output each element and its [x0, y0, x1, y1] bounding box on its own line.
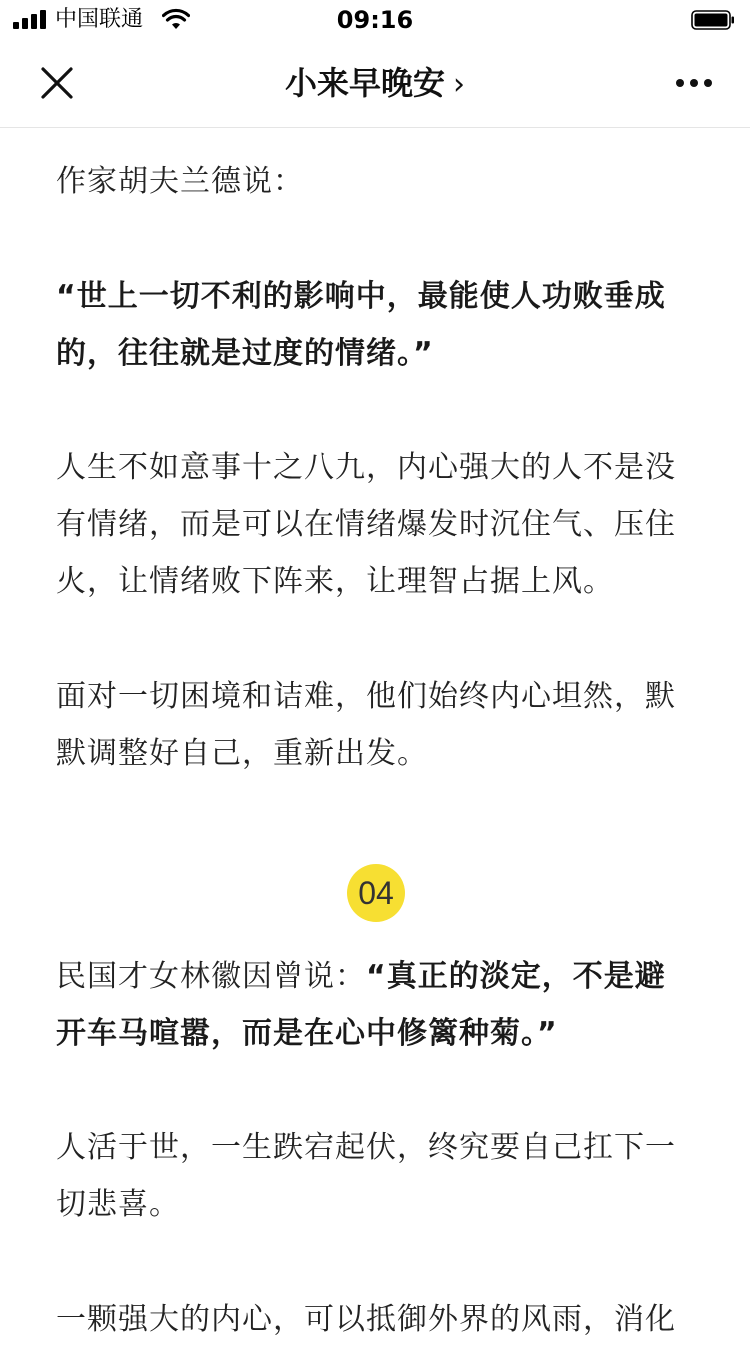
chevron-right-icon: ›	[453, 67, 465, 102]
close-icon[interactable]	[34, 60, 80, 106]
section-number-wrap	[56, 864, 696, 922]
article-paragraph: 人生不如意事十之八九，内心强大的人不是没有情绪，而是可以在情绪爆发时沉住气、压住火，让情绪败下阵来，让理智占据上风。	[56, 450, 676, 599]
battery-icon	[691, 10, 735, 30]
status-time: 09:16	[336, 6, 414, 34]
section-number-badge: 04	[347, 864, 405, 922]
article-body	[56, 128, 696, 1348]
article-paragraph: 一颗强大的内心，可以抵御外界的风雨，消化	[56, 1302, 676, 1337]
nav-title[interactable]	[200, 62, 550, 106]
status-bar	[0, 0, 750, 40]
carrier-name: 中国联通	[55, 7, 144, 32]
more-icon[interactable]	[666, 70, 722, 96]
article-paragraph	[56, 948, 696, 1062]
nav-bar	[0, 40, 750, 128]
article-quote: “世上一切不利的影响中，最能使人功败垂成的，往往就是过度的情绪。”	[56, 279, 666, 371]
article-paragraph: 面对一切困境和诘难，他们始终内心坦然，默默调整好自己，重新出发。	[56, 679, 676, 771]
nav-title-text: 小来早晚安	[284, 64, 445, 102]
paragraph-lead: 民国才女林徽因曾说：	[56, 959, 366, 994]
article-paragraph: 作家胡夫兰德说：	[56, 164, 304, 199]
article-paragraph: 人活于世，一生跌宕起伏，终究要自己扛下一切悲喜。	[56, 1130, 676, 1222]
article-quote: “真正的淡定，不是避开车马喧嚣，而是在心中修篱种菊。”	[56, 959, 666, 1051]
